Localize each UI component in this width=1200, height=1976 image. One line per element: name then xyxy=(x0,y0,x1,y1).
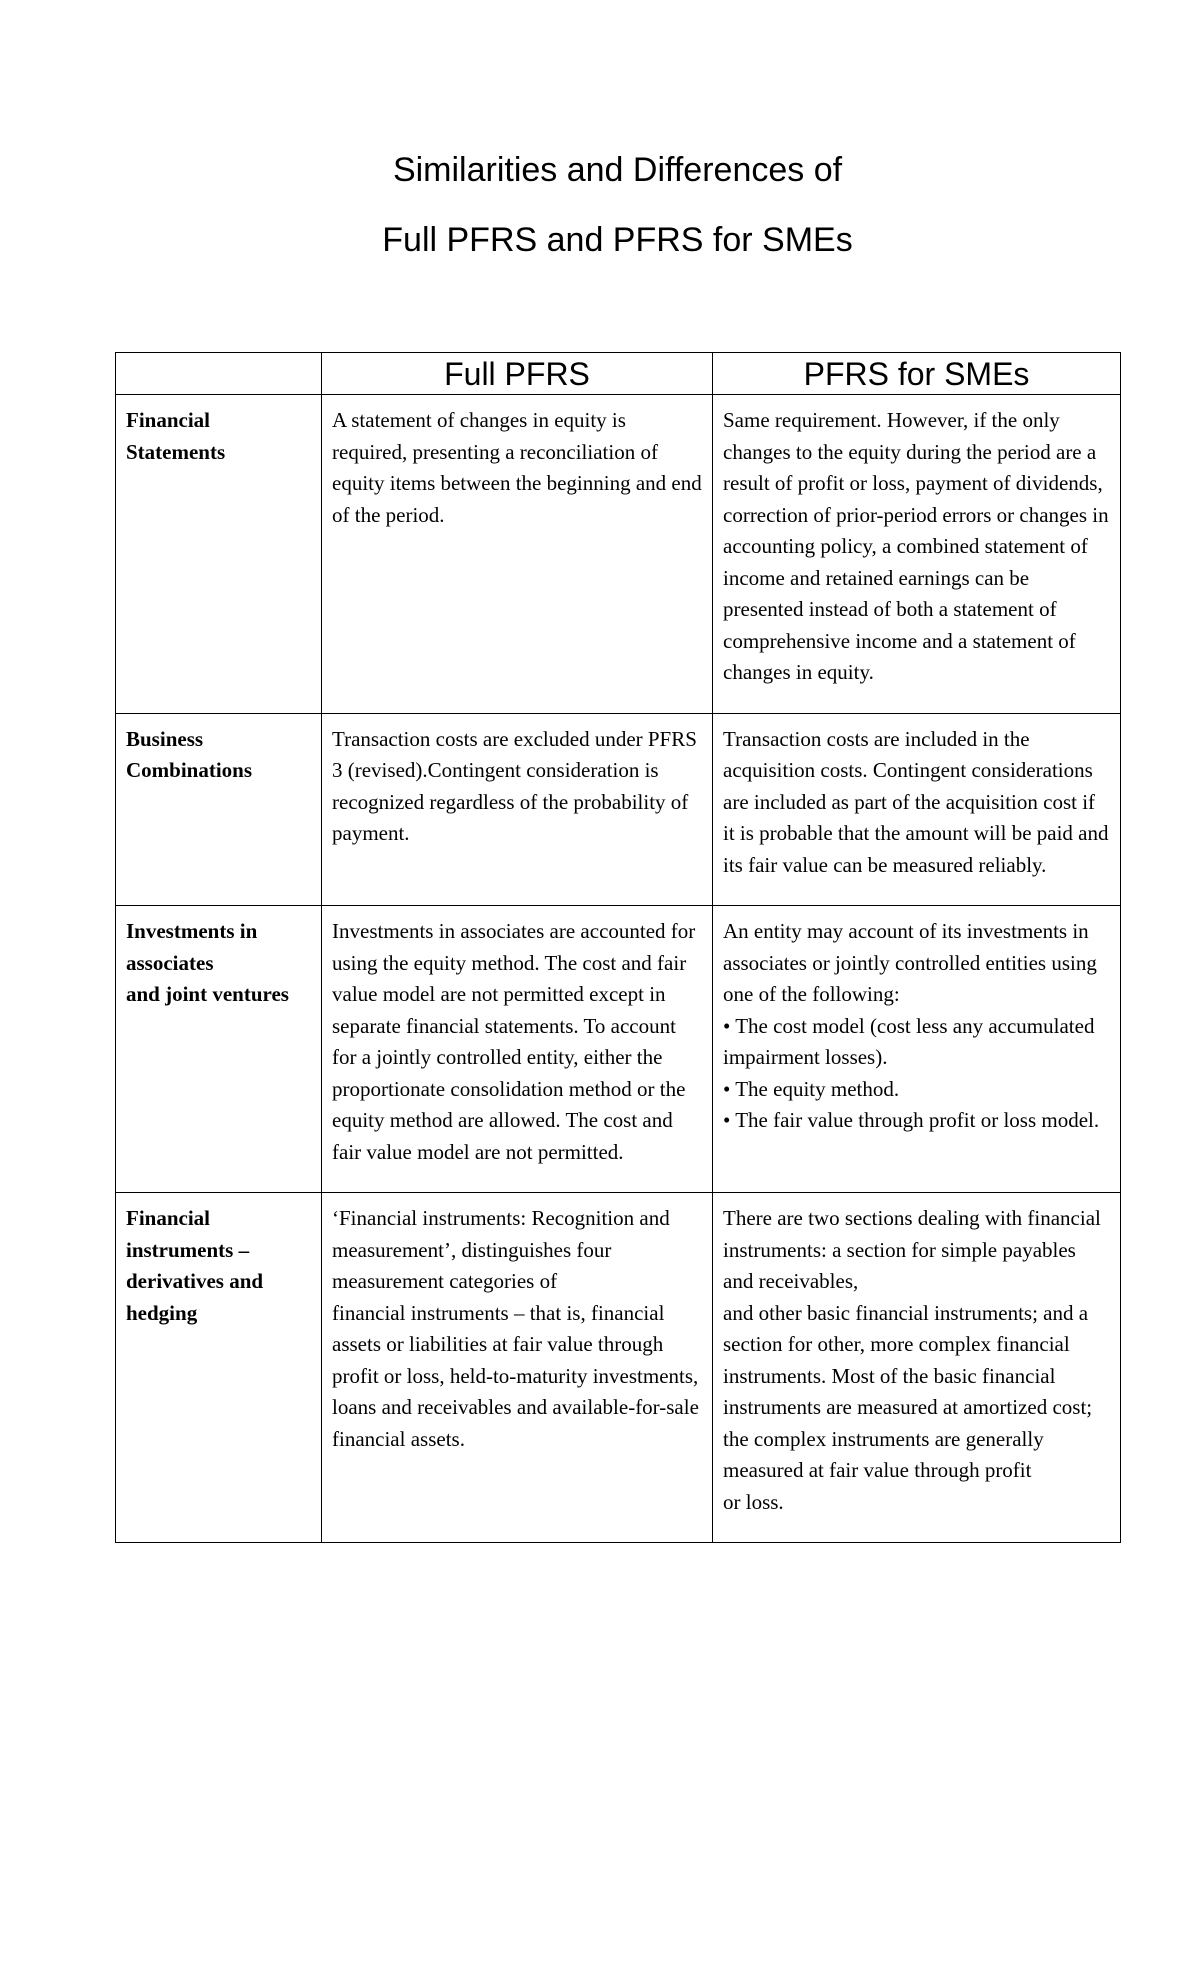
document-title-line-1: Similarities and Differences of xyxy=(392,151,843,189)
table-row xyxy=(116,1193,1121,1543)
table-row xyxy=(116,906,1121,1193)
header-full-pfrs: Full PFRS xyxy=(322,353,713,395)
row-pfrs-smes: Transaction costs are included in the acquisition costs. Contingent considerations are included as part of the acquisition cost if it is probable that the amount will be paid and its fair value can be measured reliably. xyxy=(713,713,1121,906)
comparison-table xyxy=(115,352,1121,1543)
row-pfrs-smes xyxy=(713,906,1121,1193)
row-pfrs-smes xyxy=(713,1193,1121,1543)
table-header-row xyxy=(116,353,1121,395)
header-pfrs-smes: PFRS for SMEs xyxy=(713,353,1121,395)
bullet-item: • The cost model (cost less any accumulated impairment losses). xyxy=(723,1013,1095,1069)
cell-line: and other basic financial instruments; and a section for other, more complex financial instruments. Most of the basic financial instruments are measured at amortized cost; the complex instruments are generally measured at fair value through profit xyxy=(723,1300,1093,1482)
cell-line: There are two sections dealing with financial instruments: a section for simple payables and receivables, xyxy=(723,1206,1101,1293)
row-topic: Financial Statements xyxy=(116,395,322,714)
table-row xyxy=(116,395,1121,714)
bullet-item: • The equity method. xyxy=(723,1076,900,1101)
cell-line: associates or jointly controlled entities using one of the following: xyxy=(723,950,1097,1006)
cell-line: An entity may account of its investments in xyxy=(723,919,1089,943)
row-full-pfrs: A statement of changes in equity is required, presenting a reconciliation of equity items between the beginning and end of the period. xyxy=(322,395,713,714)
table-row xyxy=(116,713,1121,906)
document-title-line-2: Full PFRS and PFRS for SMEs xyxy=(382,221,853,259)
cell-line: or loss. xyxy=(723,1489,784,1514)
row-full-pfrs: Transaction costs are excluded under PFRS 3 (revised).Contingent consideration is recognized regardless of the probability of payment. xyxy=(322,713,713,906)
row-topic-line: Investments in associates xyxy=(126,919,258,975)
row-topic: Business Combinations xyxy=(116,713,322,906)
header-topic xyxy=(116,353,322,395)
cell-line: ‘Financial instruments: Recognition and measurement’, distinguishes four measurement categories of xyxy=(332,1206,670,1293)
row-topic xyxy=(116,906,322,1193)
row-topic-line: and joint ventures xyxy=(126,982,289,1006)
bullet-item: • The fair value through profit or loss model. xyxy=(723,1108,1100,1132)
row-full-pfrs: Investments in associates are accounted for using the equity method. The cost and fair value model are not permitted except in separate financial statements. To account for a jointly controlled entity, either the proportionate consolidation method or the equity method are allowed. The cost and fair value model are not permitted. xyxy=(322,906,713,1193)
row-pfrs-smes: Same requirement. However, if the only changes to the equity during the period are a result of profit or loss, payment of dividends, correction of prior-period errors or changes in accounting policy, a combined statement of income and retained earnings can be presented instead of both a statement of comprehensive income and a statement of changes in equity. xyxy=(713,395,1121,714)
row-full-pfrs xyxy=(322,1193,713,1543)
row-topic: Financial instruments – derivatives and hedging xyxy=(116,1193,322,1543)
cell-line: financial instruments – that is, financial assets or liabilities at fair value through profit or loss, held-to-maturity investments, loans and receivables and available-for-sale financial assets. xyxy=(332,1300,699,1451)
